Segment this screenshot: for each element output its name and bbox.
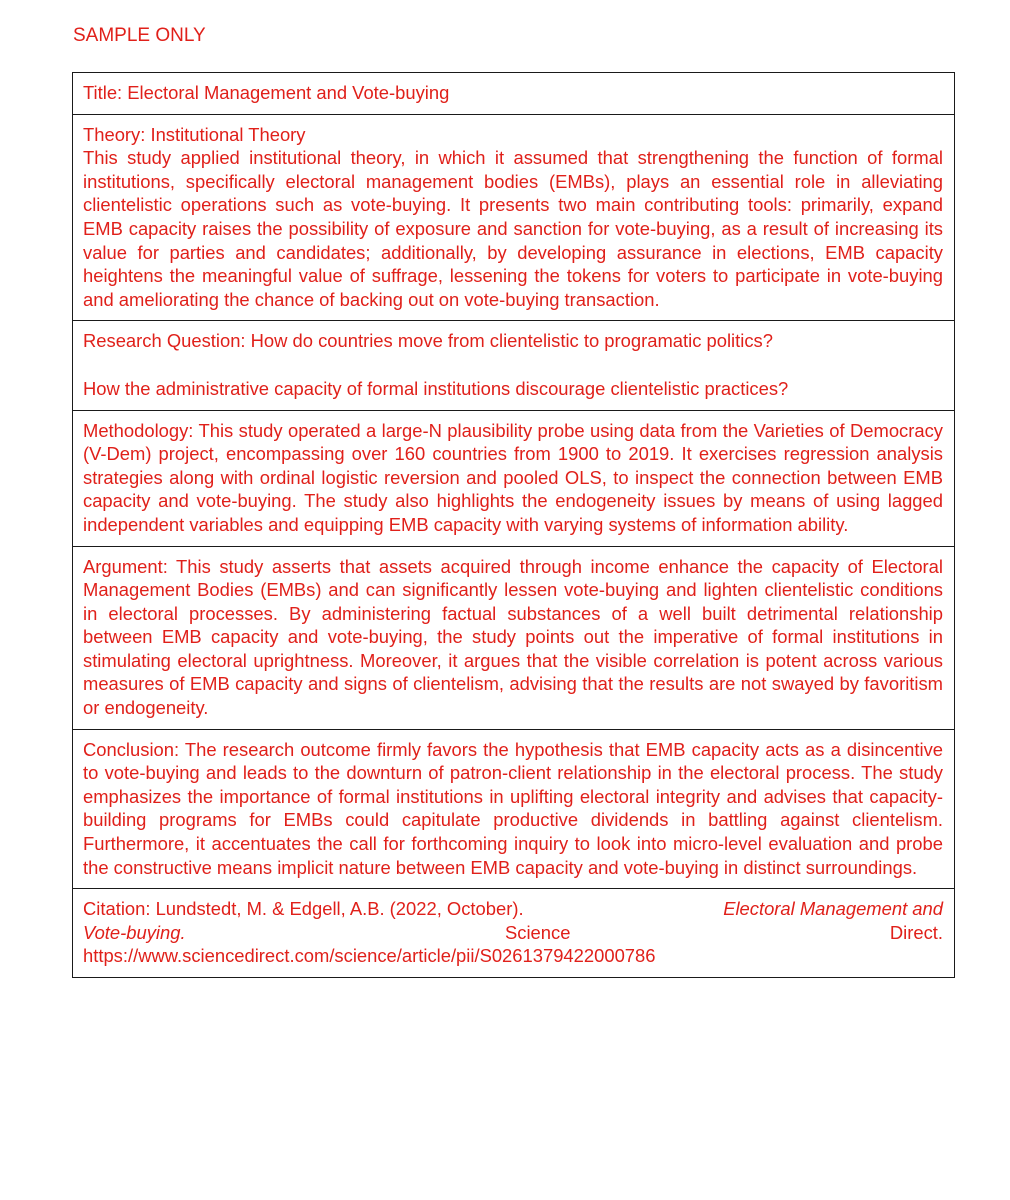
research-question-row (73, 321, 954, 410)
citation-row (73, 889, 954, 977)
conclusion-text: Conclusion: The research outcome firmly favors the hypothesis that EMB capacity acts as a disincentive to vote-buying and leads to the downturn of patron-client relationship in the electoral process. The study emphasizes the importance of formal institutions in uplifting electoral integrity and advises that capacity-building programs for EMBs could capitulate productive dividends in battling against clientelism. Furthermore, it accentuates the call for forthcoming inquiry to look into micro-level evaluation and probe the constructive means implicit nature between EMB capacity and vote-buying in distinct surroundings. (83, 738, 943, 878)
theory-heading: Theory: Institutional Theory (83, 123, 306, 145)
citation-prefix: Citation: Lundstedt, M. & Edgell, A.B. (2022, October). (83, 898, 524, 920)
citation-line-2 (83, 921, 943, 945)
citation-publisher: Science (505, 921, 571, 943)
review-table (72, 72, 955, 978)
theory-body: This study applied institutional theory, in which it assumed that strengthening the function of formal institutions, specifically electoral management bodies (EMBs), plays an essential role in alleviating clientelistic operations such as vote-buying. It presents two main contributing tools: primarily, expand EMB capacity raises the possibility of exposure and sanction for vote-buying, as a result of increasing its value for parties and candidates; additionally, by developing assurance in elections, EMB capacity heightens the meaningful value of suffrage, lessening the tokens for voters to participate in vote-buying and ameliorating the chance of backing out on vote-buying transaction. (83, 147, 943, 310)
research-question-2: How the administrative capacity of formal institutions discourage clientelistic practices? (83, 377, 789, 399)
research-question-1: Research Question: How do countries move from clientelistic to programatic politics? (83, 330, 773, 352)
title-row (73, 73, 954, 115)
citation-url[interactable]: https://www.sciencedirect.com/science/article/pii/S0261379422000786 (83, 945, 656, 967)
sample-only-label: SAMPLE ONLY (73, 25, 206, 46)
methodology-row (73, 411, 954, 547)
conclusion-row (73, 730, 954, 890)
methodology-text: Methodology: This study operated a large-N plausibility probe using data from the Varieties of Democracy (V-Dem) project, encompassing over 160 countries from 1900 to 2019. It exercises regression analysis strategies along with ordinal logistic reversion and pooled OLS, to inspect the connection between EMB capacity and vote-buying. The study also highlights the endogeneity issues by means of using lagged independent variables and equipping EMB capacity with varying systems of information ability. (83, 419, 943, 535)
argument-text: Argument: This study asserts that assets acquired through income enhance the capacity of Electoral Management Bodies (EMBs) and can significantly lessen vote-buying and lighten clientelistic conditions in electoral processes. By administering factual substances of a well built detrimental relationship between EMB capacity and vote-buying, the study points out the imperative of formal institutions in stimulating electoral uprightness. Moreover, it argues that the visible correlation is potent across various measures of EMB capacity and signs of clientelism, advising that the results are not swayed by favoritism or endogeneity. (83, 555, 943, 719)
argument-row (73, 547, 954, 730)
citation-publisher-end: Direct. (889, 921, 943, 943)
citation-title-part2: Vote-buying. (83, 921, 186, 943)
title-text: Title: Electoral Management and Vote-buying (83, 82, 450, 103)
theory-row (73, 115, 954, 322)
citation-title-part1: Electoral Management and (723, 898, 943, 920)
citation-line-1 (83, 897, 943, 921)
